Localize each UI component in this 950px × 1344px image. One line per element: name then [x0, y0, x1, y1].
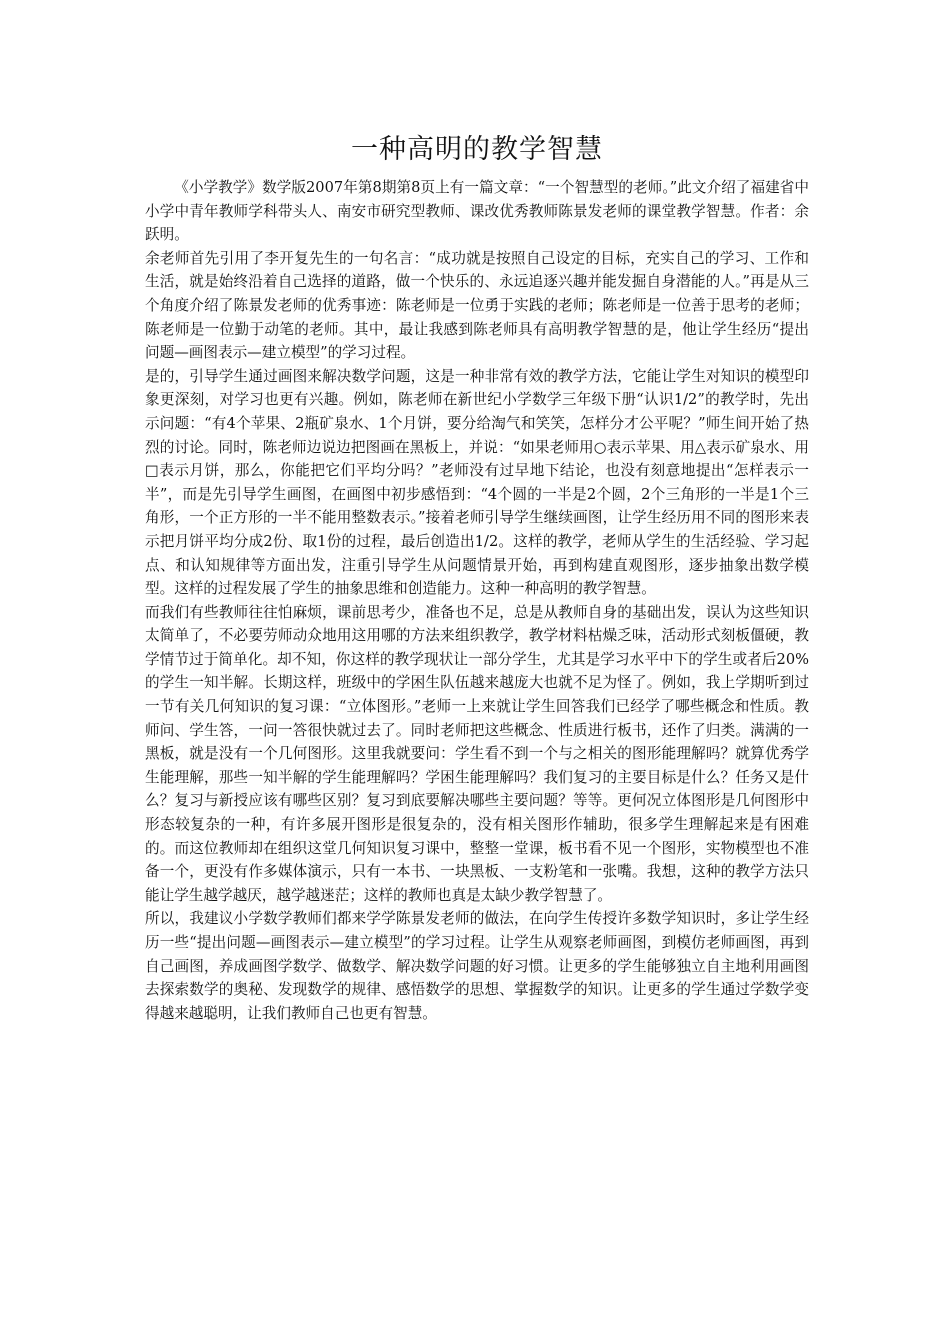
- document-title: 一种高明的教学智慧: [351, 134, 603, 165]
- paragraph-quote: 余老师首先引用了李开复先生的一句名言：“成功就是按照自己设定的目标，充实自己的学习、工作和生活，就是始终沿着自己选择的道路，做一个快乐的、永远追逐兴趣并能发掘自身潜能的人。”再是从三个角度介绍了陈景发老师的优秀事迹：陈老师是一位勇于实践的老师；陈老师是一位善于思考的老师；陈老师是一位勤于动笔的老师。其中，最让我感到陈老师具有高明教学智慧的是，他让学生经历“提出问题—画图表示—建立模型”的学习过程。: [145, 249, 809, 362]
- paragraph-conclusion: 所以，我建议小学数学教师们都来学学陈景发老师的做法，在向学生传授许多数学知识时，多让学生经历一些“提出问题—画图表示—建立模型”的学习过程。让学生从观察老师画图，到模仿老师画图，再到自己画图，养成画图学数学、做数学、解决数学问题的好习惯。让更多的学生能够独立自主地利用画图去探索数学的奥秘、发现数学的规律、感悟数学的思想、掌握数学的知识。让更多的学生通过学数学变得越来越聪明，让我们教师自己也更有智慧。: [145, 910, 809, 1022]
- paragraph-critique: 而我们有些教师往往怕麻烦，课前思考少，准备也不足，总是从教师自身的基础出发，误认为这些知识太简单了，不必要劳师动众地用这用哪的方法来组织教学，教学材料枯燥乏味，活动形式刻板僵硬，教学情节过于简单化。却不知，你这样的教学现状让一部分学生，尤其是学习水平中下的学生或者后20%的学生一知半解。长期这样，班级中的学困生队伍越来越庞大也就不足为怪了。例如，我上学期听到过一节有关几何知识的复习课：“立体图形。”老师一上来就让学生回答我们已经学了哪些概念和性质。教师问、学生答，一问一答很快就过去了。同时老师把这些概念、性质进行板书，还作了归类。满满的一黑板，就是没有一个几何图形。这里我就要问：学生看不到一个与之相关的图形能理解吗？就算优秀学生能理解，那些一知半解的学生能理解吗？学困生能理解吗？我们复习的主要目标是什么？任务又是什么？复习与新授应该有哪些区别？复习到底要解决哪些主要问题？等等。更何况立体图形是几何图形中形态较复杂的一种，有许多展开图形是很复杂的，没有相关图形作辅助，很多学生理解起来是有困难的。而这位教师却在组织这堂几何知识复习课中，整整一堂课，板书看不见一个图形，实物模型也不准备一个，更没有作多媒体演示，只有一本书、一块黑板、一支粉笔和一张嘴。我想，这种的教学方法只能让学生越学越厌，越学越迷茫；这样的教师也真是太缺少教学智慧了。: [145, 603, 809, 904]
- document-page: [145, 128, 809, 1025]
- paragraph-example: 是的，引导学生通过画图来解决数学问题，这是一种非常有效的教学方法，它能让学生对知识的模型印象更深刻，对学习也更有兴趣。例如，陈老师在新世纪小学数学三年级下册“认识1/2”的教学时，先出示问题：“有4个苹果、2瓶矿泉水、1个月饼，要分给淘气和笑笑，怎样分才公平呢？”师生间开始了热烈的讨论。同时，陈老师边说边把图画在黑板上，并说：“如果老师用○表示苹果、用△表示矿泉水、用□表示月饼，那么，你能把它们平均分吗？”老师没有过早地下结论，也没有刻意地提出“怎样表示一半”，而是先引导学生画图，在画图中初步感悟到：“4个圆的一半是2个圆，2个三角形的一半是1个三角形，一个正方形的一半不能用整数表示。”接着老师引导学生继续画图，让学生经历用不同的图形来表示把月饼平均分成2份、取1份的过程，最后创造出1/2。这样的教学，老师从学生的生活经验、学习起点、和认知规律等方面出发，注重引导学生从问题情景开始，再到构建直观图形，逐步抽象出数学模型。这样的过程发展了学生的抽象思维和创造能力。这种一种高明的教学智慧。: [145, 367, 809, 598]
- paragraph-intro: 《小学教学》数学版2007年第8期第8页上有一篇文章：“一个智慧型的老师。”此文介绍了福建省中小学中青年教师学科带头人、南安市研究型教师、课改优秀教师陈景发老师的课堂教学智慧。作者：余跃明。: [145, 179, 809, 244]
